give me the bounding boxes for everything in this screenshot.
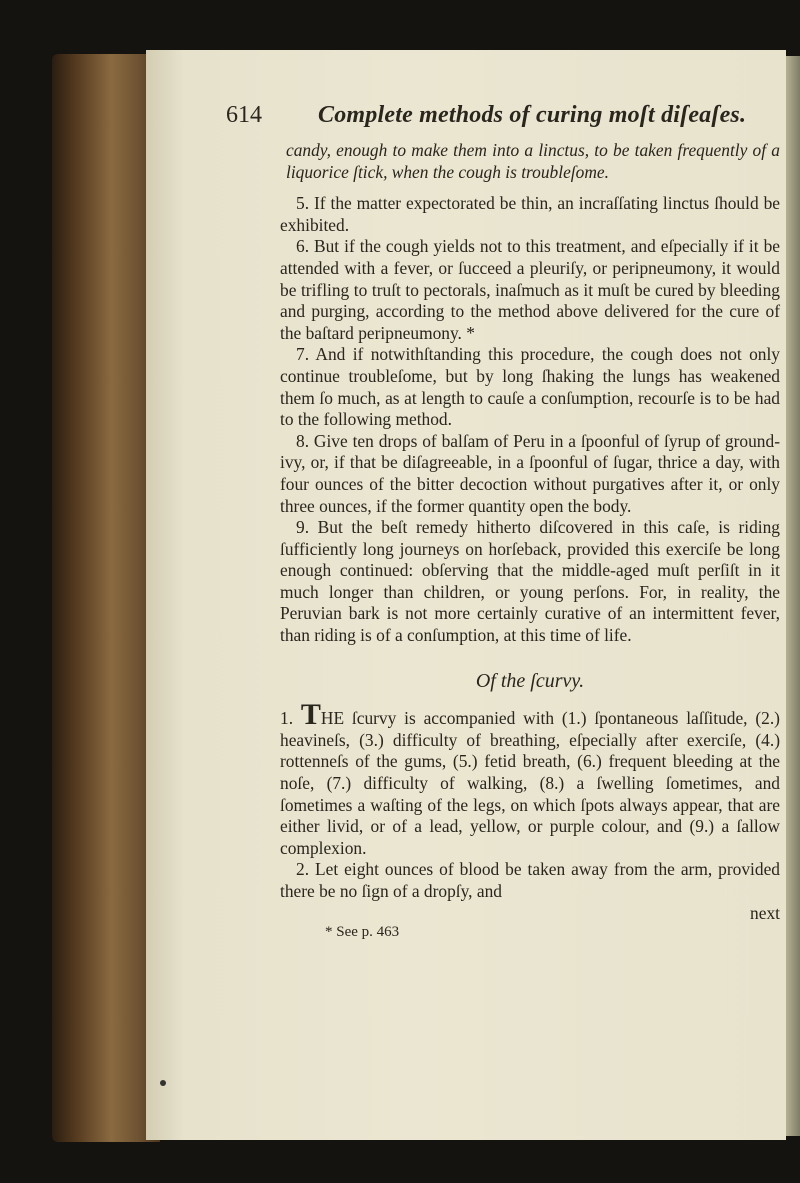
catchword: next bbox=[750, 902, 780, 923]
page-number: 614 bbox=[226, 102, 262, 128]
scurvy-paragraph-1 bbox=[280, 698, 780, 859]
book-spine bbox=[52, 54, 160, 1142]
drop-cap: T bbox=[300, 698, 321, 732]
page-body bbox=[280, 140, 780, 940]
scurvy-paragraph-1-text: HE ſcurvy is accompanied with (1.) ſpontaneous laſſitude, (2.) heavineſs, (3.) difficulty of breathing, eſpecially after exerciſe, (4.) rottenneſs of the gums, (5.) fetid breath, (6.) frequent bleeding at the noſe, (7.) difficulty of walking, (8.) a ſwelling ſometimes, and ſometimes a waſting of the legs, on which ſpots always appear, that are either livid, or of a lead, yellow, or purple colour, and (9.) a ſallow complexion. bbox=[280, 708, 780, 858]
page-header bbox=[226, 102, 766, 142]
paragraph-7: 7. And if notwithſtanding this procedure, the cough does not only continue troubleſome, but by long ſhaking the lungs has weakened them ſo much, as at length to cauſe a conſumption, recourſe is to be had to the following method. bbox=[280, 344, 780, 430]
paragraph-5: 5. If the matter expectorated be thin, an incraſſating linctus ſhould be exhibited. bbox=[280, 193, 780, 235]
paragraph-6: 6. But if the cough yields not to this treatment, and eſpecially if it be attended with a fever, or ſucceed a pleuriſy, or peripneumony, it would be trifling to truſt to pectorals, inaſmuch as it muſt be cured by bleeding and purging, according to the method above delivered for the cure of the baſtard peripneumony. * bbox=[280, 236, 780, 343]
paragraph-8: 8. Give ten drops of balſam of Peru in a ſpoonful of ſyrup of ground-ivy, or, if that be diſagreeable, in a ſpoonful of ſugar, thrice a day, with four ounces of the bitter decoction without purgatives after it, or only three ounces, if the former quantity open the body. bbox=[280, 430, 780, 516]
paragraph-9: 9. But the beſt remedy hitherto diſcovered in this caſe, is riding ſufficiently long journeys on horſeback, provided this exerciſe be long enough continued: obſerving that the middle-aged muſt perſiſt in it much longer than children, or young perſons. For, in reality, the Peruvian bark is not more certainly curative of an intermittent fever, than riding is of a conſumption, at this time of life. bbox=[280, 517, 780, 646]
scurvy-number: 1. bbox=[280, 708, 294, 729]
ink-spot bbox=[160, 1080, 166, 1086]
paragraph-intro: candy, enough to make them into a linctus, to be taken frequently of a liquorice ſtick, when the cough is troubleſome. bbox=[286, 140, 780, 182]
scurvy-paragraph-2: 2. Let eight ounces of blood be taken away from the arm, provided there be no ſign of a dropſy, and bbox=[280, 859, 780, 901]
footnote: * See p. 463 bbox=[325, 924, 400, 941]
running-title: Complete methods of curing moſt diſeaſes. bbox=[318, 102, 747, 128]
section-title: Of the ſcurvy. bbox=[475, 669, 585, 692]
book-page bbox=[146, 50, 786, 1140]
